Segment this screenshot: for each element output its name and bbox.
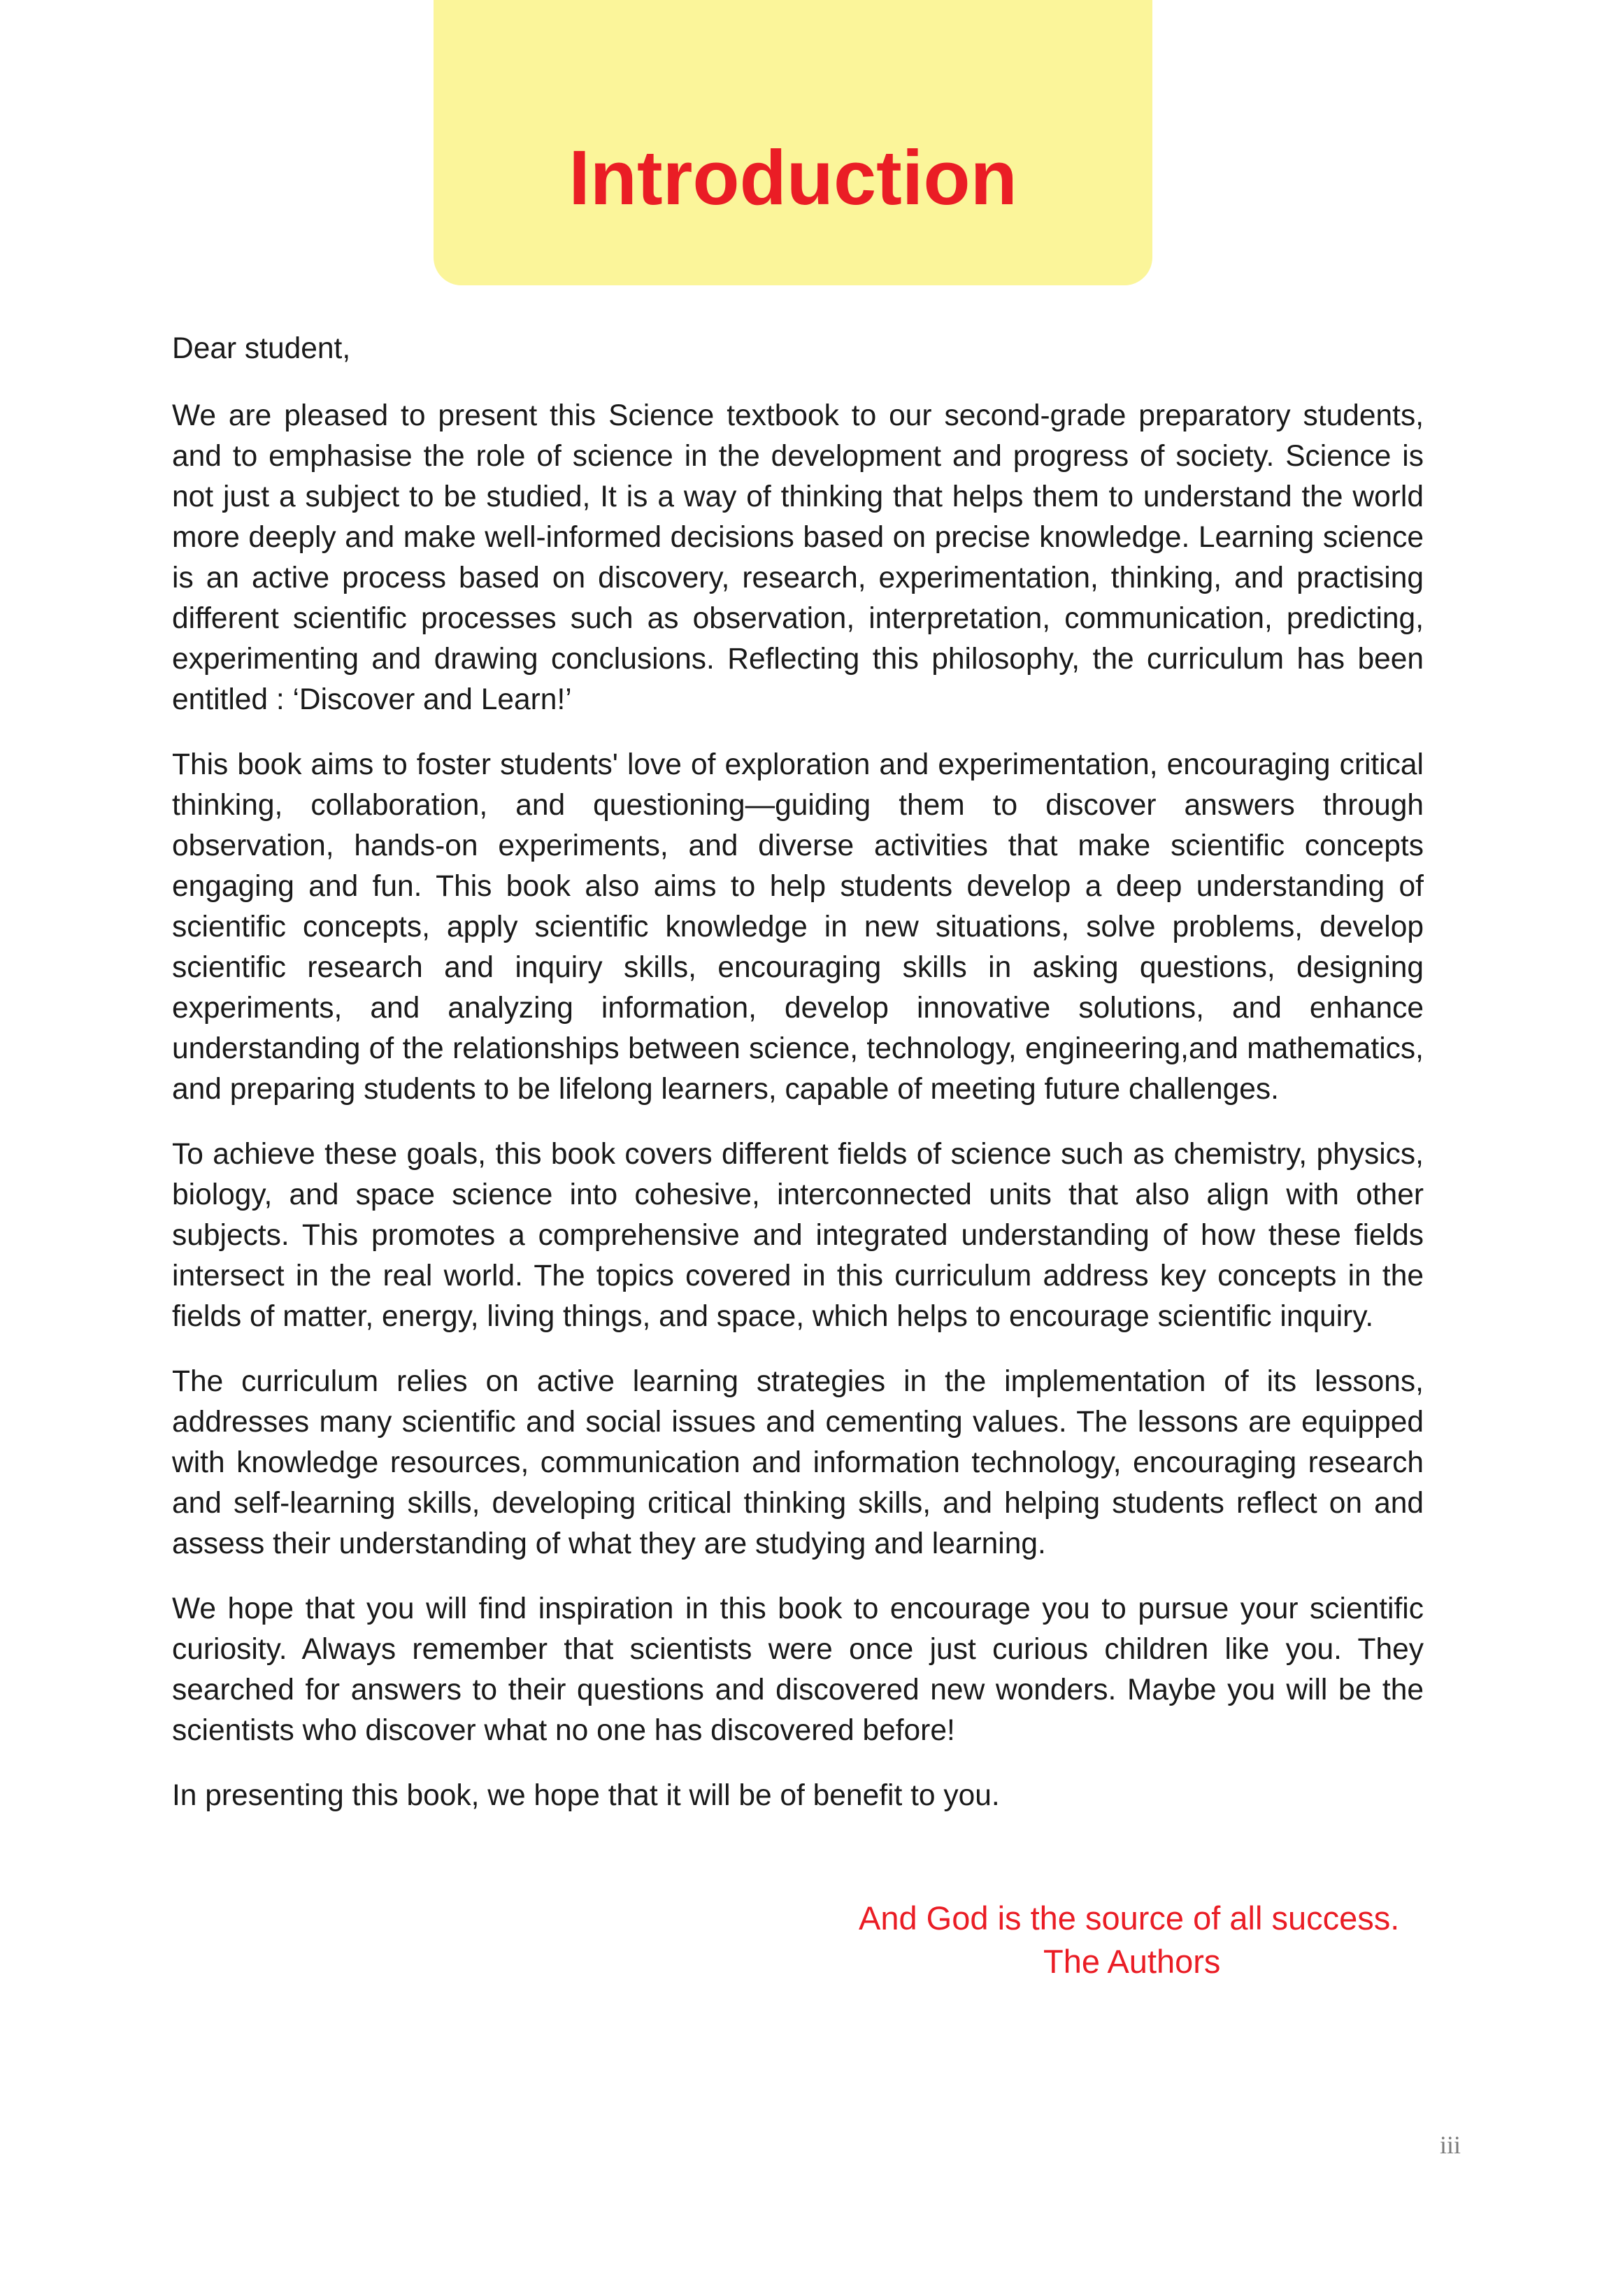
greeting: Dear student,: [172, 332, 351, 365]
paragraph-4: The curriculum relies on active learning strategies in the implementation of its lessons, addresses many scientific and social issues and cementing values. The lessons are equipped with knowledge resources, communication and information technology, encouraging research and self-learning skills, developing critical thinking skills, and helping students reflect on and assess their understanding of what they are studying and learning.: [172, 1365, 1424, 1560]
paragraph-6: In presenting this book, we hope that it will be of benefit to you.: [172, 1779, 1000, 1812]
page-title: Introduction: [568, 135, 1017, 221]
signature: The Authors: [1043, 1943, 1221, 1980]
letter-body: [172, 329, 1424, 1841]
paragraph-2: This book aims to foster students' love of exploration and experimentation, encouraging critical thinking, collaboration, and questioning—guiding them to discover answers through observation, hands-on experiments, and diverse activities that make scientific concepts engaging and fun. This book also aims to help students develop a deep understanding of scientific concepts, apply scientific knowledge in new situations, solve problems, develop scientific research and inquiry skills, encouraging skills in asking questions, designing experiments, and analyzing information, develop innovative solutions, and enhance understanding of the relationships between science, technology, engineering,and mathematics, and preparing students to be lifelong learners, capable of meeting future challenges.: [172, 748, 1424, 1106]
page-number: iii: [1439, 2131, 1461, 2159]
closing-line: And God is the source of all success.: [859, 1899, 1400, 1937]
paragraph-1: We are pleased to present this Science textbook to our second-grade preparatory students, and to emphasise the role of science in the development and progress of society. Science is not just a subject to be studied, It is a way of thinking that helps them to understand the world more deeply and make well-informed decisions based on precise knowledge. Learning science is an active process based on discovery, research, experimentation, thinking, and practising different scientific processes such as observation, interpretation, communication, predicting, experimenting and drawing conclusions. Reflecting this philosophy, the curriculum has been entitled : ‘Discover and Learn!’: [172, 399, 1424, 716]
title-banner: [434, 0, 1152, 285]
paragraph-5: We hope that you will find inspiration in this book to encourage you to pursue your scientific curiosity. Always remember that scientists were once just curious children like you. They searched for answers to their questions and discovered new wonders. Maybe you will be the scientists who discover what no one has discovered before!: [172, 1592, 1424, 1747]
paragraph-3: To achieve these goals, this book covers different fields of science such as chemistry, physics, biology, and space science into cohesive, interconnected units that also align with other subjects. This promotes a comprehensive and integrated understanding of how these fields intersect in the real world. The topics covered in this curriculum address key concepts in the fields of matter, energy, living things, and space, which helps to encourage scientific inquiry.: [172, 1138, 1424, 1333]
